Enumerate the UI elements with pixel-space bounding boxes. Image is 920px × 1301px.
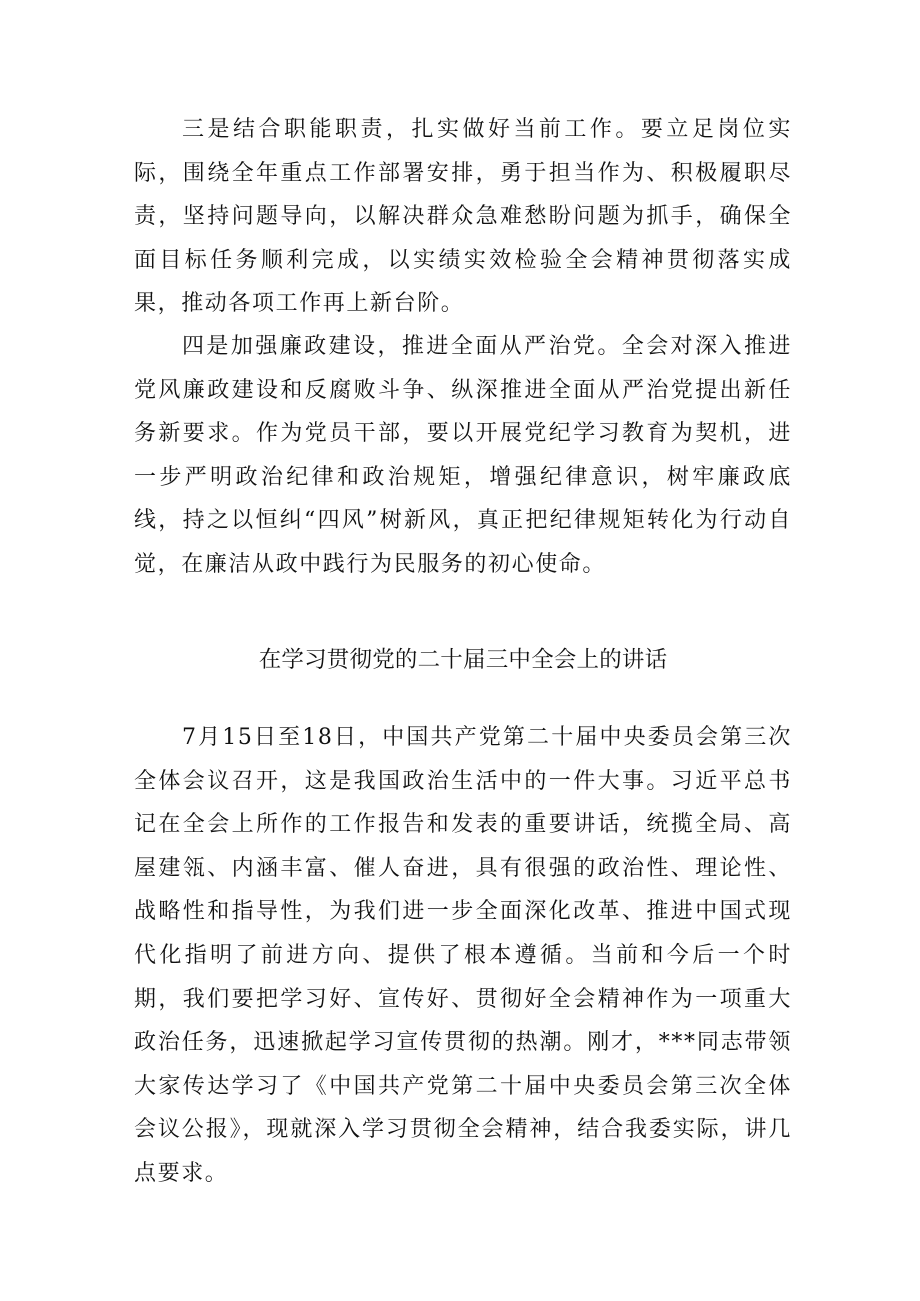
paragraph-3-duty: 三是结合职能职责，扎实做好当前工作。要立足岗位实际，围绕全年重点工作部署安排，勇于担当作为、积极履职尽责，坚持问题导向，以解决群众急难愁盼问题为抓手，确保全面目标任务顺利完成，以实绩实效检验全会精神贯彻落实成果，推动各项工作再上新台阶。 <box>134 117 792 317</box>
article-body-paragraph: 7月15日至18日，中国共产党第二十届中央委员会第三次全体会议召开，这是我国政治生活中的一件大事。习近平总书记在全会上所作的工作报告和发表的重要讲话，统揽全局、高屋建瓴、内涵丰富、催人奋进，具有很强的政治性、理论性、战略性和指导性，为我们进一步全面深化改革、推进中国式现代化指明了前进方向、提供了根本遵循。当前和今后一个时期，我们要把学习好、宣传好、贯彻好全会精神作为一项重大政治任务，迅速掀起学习宣传贯彻的热潮。刚才，***同志带领大家传达学习了《中国共产党第二十届中央委员会第三次全体会议公报》，现就深入学习贯彻全会精神，结合我委实际，讲几点要求。 <box>134 725 792 1186</box>
article-title: 在学习贯彻党的二十届三中全会上的讲话 <box>258 647 668 673</box>
paragraph-4-integrity: 四是加强廉政建设，推进全面从严治党。全会对深入推进党风廉政建设和反腐败斗争、纵深推进全面从严治党提出新任务新要求。作为党员干部，要以开展党纪学习教育为契机，进一步严明政治纪律和政治规矩，增强纪律意识，树牢廉政底线，持之以恒纠“四风”树新风，真正把纪律规矩转化为行动自觉，在廉洁从政中践行为民服务的初心使命。 <box>134 334 792 577</box>
